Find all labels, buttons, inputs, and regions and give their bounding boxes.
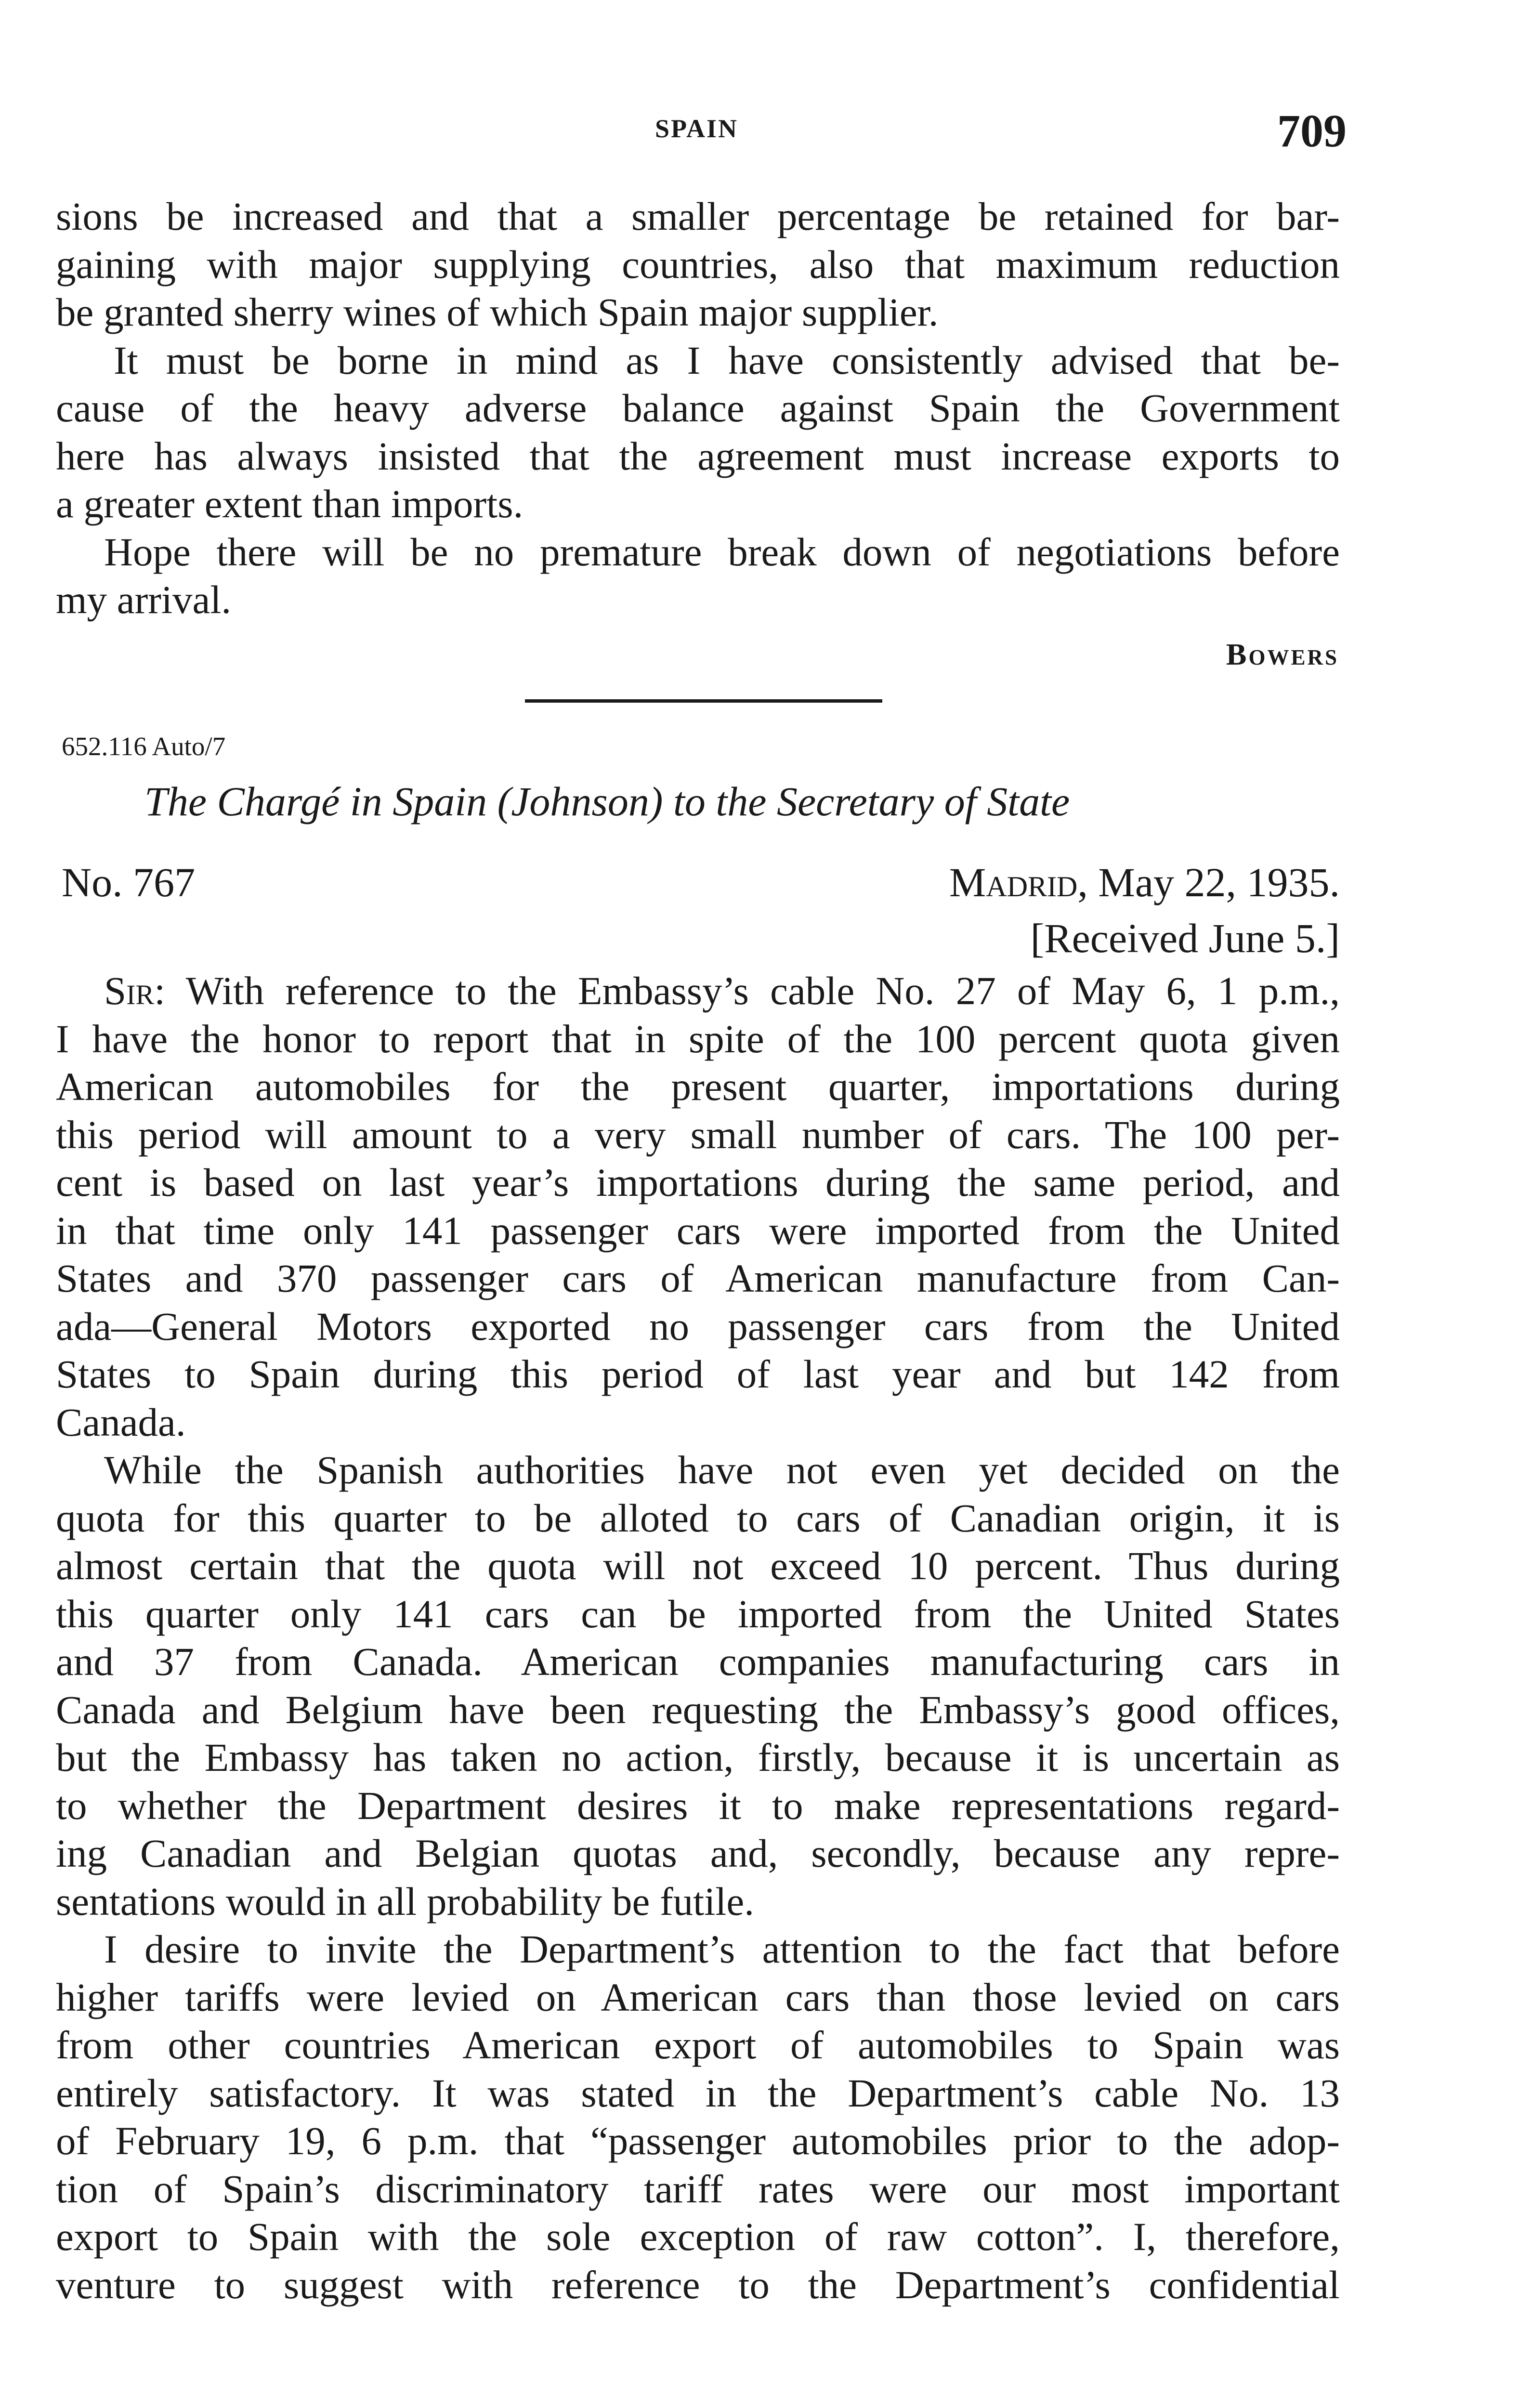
text-line: but the Embassy has taken no action, firstly, because it is uncertain as	[56, 1735, 1340, 1780]
text-line: tion of Spain’s discriminatory tariff rates were our most important	[56, 2166, 1340, 2211]
title-part: ) to the Secretary of State	[649, 778, 1070, 824]
text-line: entirely satisfactory. It was stated in the Department’s cable No. 13	[56, 2070, 1340, 2115]
text-line: States to Spain during this period of last year and but 142 from	[56, 1352, 1340, 1396]
text-line: While the Spanish authorities have not even yet decided on the	[104, 1448, 1340, 1492]
text-line: It must be borne in mind as I have consistently advised that be-	[114, 338, 1340, 382]
signature: Bowers	[1226, 637, 1339, 671]
text-line: cent is based on last year’s importations during the same period, and	[56, 1160, 1340, 1204]
despatch-body	[56, 967, 1340, 2309]
text-line: almost certain that the quota will not exceed 10 percent. Thus during	[56, 1544, 1340, 1588]
document-title	[144, 777, 1070, 825]
running-head: SPAIN	[655, 114, 739, 143]
text-line: ing Canadian and Belgian quotas and, secondly, because any repre-	[56, 1831, 1340, 1875]
salutation: Sir:	[104, 968, 166, 1013]
text-line: to whether the Department desires it to make representations regard-	[56, 1783, 1340, 1828]
text-line: higher tariffs were levied on American cars than those levied on cars	[56, 1975, 1340, 2019]
text-line: Canada.	[56, 1400, 186, 1444]
text-line: and 37 from Canada. American companies manufacturing cars in	[56, 1639, 1340, 1684]
document-number: No. 767	[62, 859, 196, 905]
text-line: I desire to invite the Department’s attention to the fact that before	[104, 1927, 1340, 1971]
text-line: States and 370 passenger cars of American manufacture from Can-	[56, 1256, 1340, 1300]
dateline-date: , May 22, 1935.	[1077, 859, 1340, 905]
text-line: I have the honor to report that in spite of the 100 percent quota given	[56, 1016, 1340, 1061]
dateline	[949, 858, 1340, 906]
text-line: my arrival.	[56, 577, 232, 622]
text-line: here has always insisted that the agreement must increase exports to	[56, 433, 1340, 478]
dateline-place: Madrid	[949, 859, 1078, 905]
text-line: Hope there will be no premature break down of negotiations before	[104, 529, 1340, 574]
text-line: ada—General Motors exported no passenger cars from the United	[56, 1304, 1340, 1348]
text-line: from other countries American export of automobiles to Spain was	[56, 2023, 1340, 2067]
text-line	[56, 967, 1340, 1015]
text-line: a greater extent than imports.	[56, 482, 523, 526]
section-divider	[525, 699, 882, 703]
text-line: be granted sherry wines of which Spain major supplier.	[56, 290, 939, 334]
text-line: sions be increased and that a smaller percentage be retained for bar-	[56, 194, 1340, 238]
received-date: [Received June 5.]	[1030, 915, 1340, 961]
text-line: of February 19, 6 p.m. that “passenger automobiles prior to the adop-	[56, 2119, 1340, 2163]
text-line: gaining with major supplying countries, also that maximum reduction	[56, 242, 1340, 287]
title-part: The Chargé in Spain (	[144, 778, 511, 824]
text-line: American automobiles for the present quarter, importations during	[56, 1064, 1340, 1109]
text-line: quota for this quarter to be alloted to cars of Canadian origin, it is	[56, 1495, 1340, 1540]
text-line: this quarter only 141 cars can be imported from the United States	[56, 1591, 1340, 1636]
file-reference: 652.116 Auto/7	[62, 732, 226, 761]
text-line: this period will amount to a very small number of cars. The 100 per-	[56, 1112, 1340, 1157]
page-number: 709	[1277, 105, 1347, 157]
text-line: sentations would in all probability be futile.	[56, 1879, 754, 1924]
text-span: With reference to the Embassy’s cable No. 27 of May 6, 1 p.m.,	[185, 968, 1340, 1013]
text-line: Canada and Belgium have been requesting the Embassy’s good offices,	[56, 1687, 1340, 1732]
text-line: export to Spain with the sole exception of raw cotton”. I, therefore,	[56, 2214, 1340, 2259]
continuation-text	[56, 193, 1340, 624]
text-line: in that time only 141 passenger cars were imported from the United	[56, 1208, 1340, 1253]
title-name: Johnson	[511, 778, 649, 824]
text-line: cause of the heavy adverse balance against Spain the Government	[56, 386, 1340, 430]
text-line: venture to suggest with reference to the Department’s confidential	[56, 2262, 1340, 2307]
